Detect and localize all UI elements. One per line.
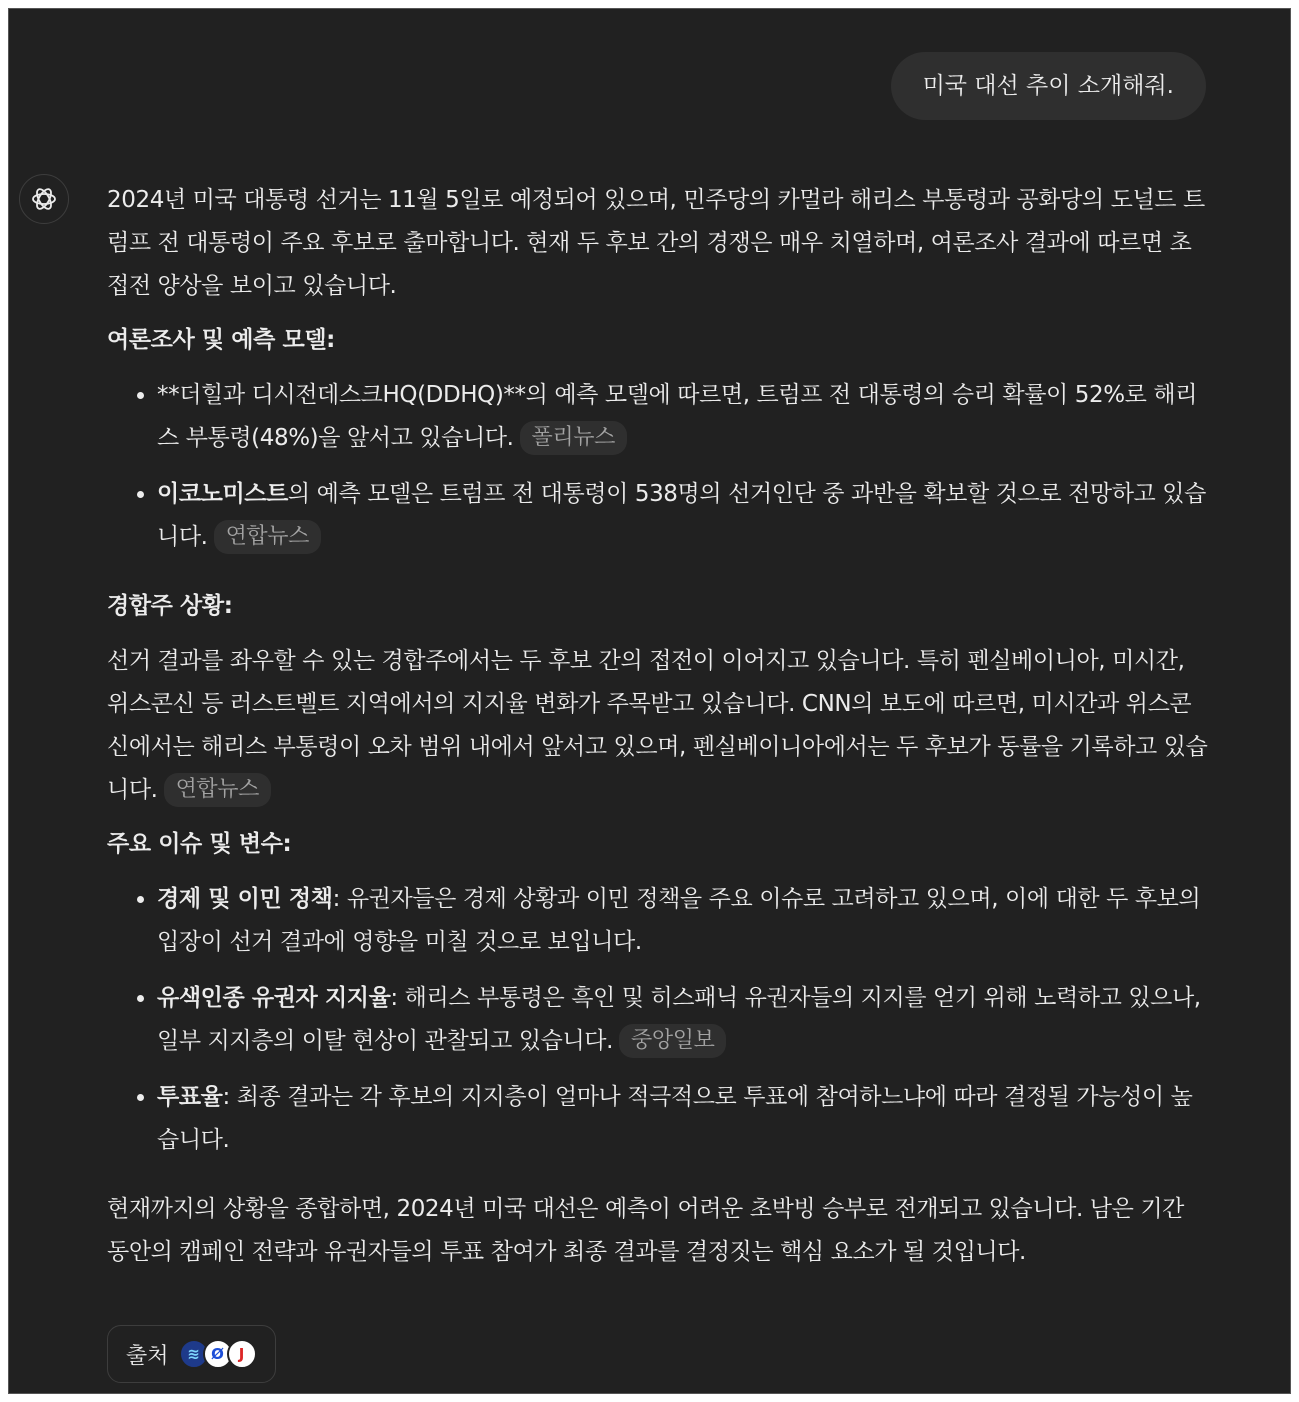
source-chip[interactable]: 연합뉴스: [214, 520, 321, 554]
conclusion-paragraph: 현재까지의 상황을 종합하면, 2024년 미국 대선은 예측이 어려운 초박빙 승부로 전개되고 있습니다. 남은 기간 동안의 캠페인 전략과 유권자들의 투표 참여가 최종 결과를 결정짓는 핵심 요소가 될 것입니다.: [107, 1196, 1184, 1265]
source-chip[interactable]: 연합뉴스: [164, 773, 271, 807]
chat-window: [8, 8, 1291, 1394]
sources-button[interactable]: [107, 1325, 276, 1383]
list-item: • 유색인종 유권자 지지율: 해리스 부통령은 흑인 및 히스패닉 유권자들의 지지를 얻기 위해 노력하고 있으나, 일부 지지층의 이탈 현상이 관찰되고 있습니다. 중앙일보: [157, 977, 1212, 1063]
user-message-text: 미국 대선 추이 소개해줘.: [922, 73, 1174, 99]
list-item: • **더힐과 디시전데스크HQ(DDHQ)**의 예측 모델에 따르면, 트럼프 전 대통령의 승리 확률이 52%로 해리스 부통령(48%)을 앞서고 있습니다. 폴리뉴스: [157, 374, 1212, 460]
list-item: • 이코노미스트의 예측 모델은 트럼프 전 대통령이 538명의 선거인단 중 과반을 확보할 것으로 전망하고 있습니다. 연합뉴스: [157, 473, 1212, 559]
list-item: • 투표율: 최종 결과는 각 후보의 지지층이 얼마나 적극적으로 투표에 참여하느냐에 따라 결정될 가능성이 높습니다.: [157, 1076, 1212, 1162]
swing-states-paragraph: 선거 결과를 좌우할 수 있는 경합주에서는 두 후보 간의 접전이 이어지고 있습니다. 특히 펜실베이니아, 미시간, 위스콘신 등 러스트벨트 지역에서의 지지율 변화가 주목받고 있습니다. CNN의 보도에 따르면, 미시간과 위스콘신에서는 해리스 부통령이 오차 범위 내에서 앞서고 있으며, 펜실베이니아에서는 두 후보가 동률을 기록하고 있습니다. 연합뉴스: [107, 640, 1212, 812]
intro-paragraph: 2024년 미국 대통령 선거는 11월 5일로 예정되어 있으며, 민주당의 카멀라 해리스 부통령과 공화당의 도널드 트럼프 전 대통령이 주요 후보로 출마합니다. 현재 두 후보 간의 경쟁은 매우 치열하며, 여론조사 결과에 따르면 초접전 양상을 보이고 있습니다.: [107, 187, 1205, 299]
yonhap-news-icon: ≋: [179, 1339, 209, 1369]
section-heading-issues: 주요 이슈 및 변수:: [107, 831, 292, 857]
sources-label: 출처: [126, 1343, 169, 1369]
section-heading-swing-states: 경합주 상황:: [107, 593, 233, 619]
assistant-message: [107, 179, 1212, 1274]
section-heading-polls: 여론조사 및 예측 모델:: [107, 327, 335, 353]
assistant-avatar: [19, 174, 69, 224]
source-chip[interactable]: 중앙일보: [619, 1024, 726, 1058]
polinews-icon: Ø: [203, 1339, 233, 1369]
user-message-bubble: [891, 52, 1206, 120]
list-item: • 경제 및 이민 정책: 유권자들은 경제 상황과 이민 정책을 주요 이슈로 고려하고 있으며, 이에 대한 두 후보의 입장이 선거 결과에 영향을 미칠 것으로 보입니다.: [157, 878, 1212, 964]
polls-list: [107, 374, 1212, 559]
openai-logo-icon: [30, 185, 58, 213]
source-icons: [179, 1339, 257, 1369]
source-chip[interactable]: 폴리뉴스: [520, 421, 627, 455]
issues-list: [107, 878, 1212, 1162]
joongang-icon: J: [227, 1339, 257, 1369]
